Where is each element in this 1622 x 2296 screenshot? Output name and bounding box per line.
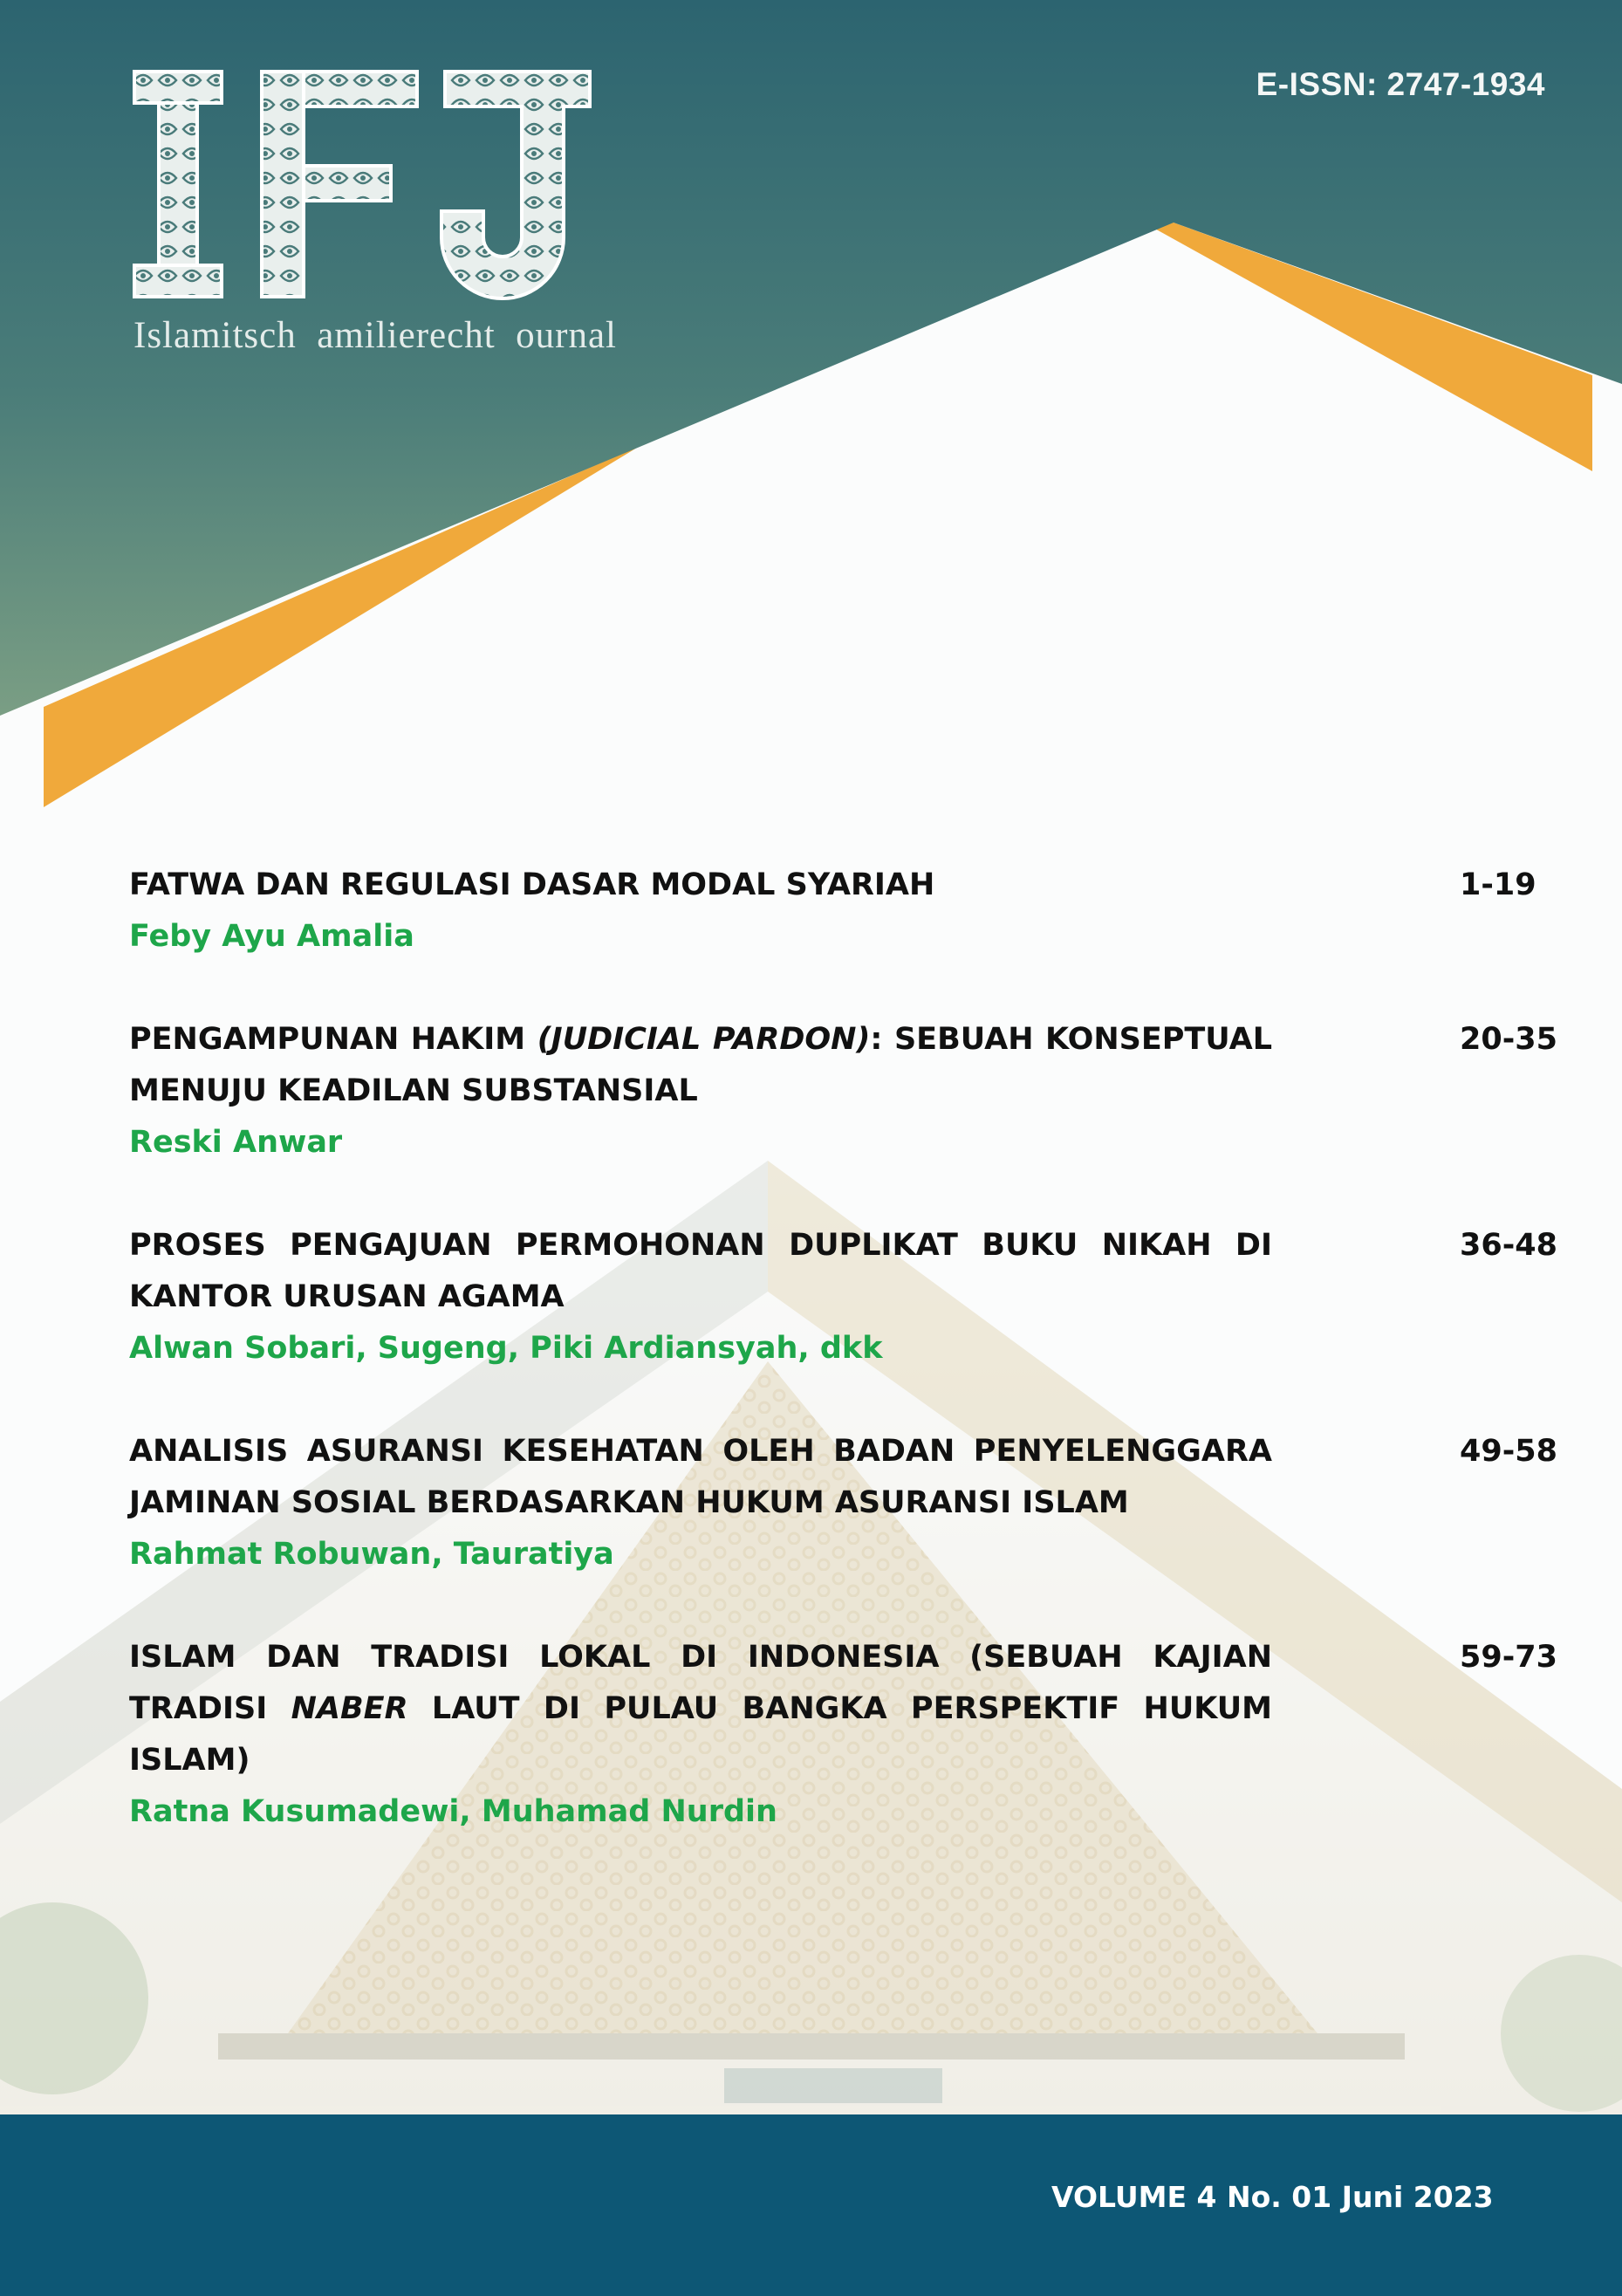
article-title[interactable] [129,860,1272,911]
article-authors: Ratna Kusumadewi, Muhamad Nurdin [129,1794,777,1829]
article-authors: Feby Ayu Amalia [129,919,414,954]
title-text: LAUT DI PULAU BANGKA PERSPEKTIF HUKUM ISLAM) [129,1691,1272,1778]
logo-subtitle: Islamitsch amilierecht ournal [133,315,617,356]
article-pages: 36-48 [1460,1228,1557,1263]
article-authors: Alwan Sobari, Sugeng, Piki Ardiansyah, dkk [129,1331,883,1366]
logo-letters-graphic [131,68,593,304]
table-of-contents [129,860,1560,1889]
title-text: ISLAM DAN TRADISI LOKAL DI INDONESIA (SEBUAH KAJIAN TRADISI [129,1640,1272,1726]
footer [0,2114,1622,2296]
article-title[interactable] [129,1632,1272,1786]
article-pages: 49-58 [1460,1434,1557,1469]
article-title[interactable] [129,1220,1272,1323]
article-authors: Rahmat Robuwan, Tauratiya [129,1537,614,1572]
issn-label: E-ISSN: 2747-1934 [1256,66,1545,102]
article-pages: 1-19 [1460,867,1536,902]
title-text: FATWA DAN REGULASI DASAR MODAL SYARIAH [129,867,935,902]
article-entry [129,1632,1560,1838]
article-title[interactable] [129,1014,1272,1117]
article-pages: 20-35 [1460,1022,1557,1057]
article-entry [129,1014,1560,1169]
title-italic-term: (JUDICIAL PARDON) [537,1022,871,1057]
article-entry [129,1426,1560,1580]
article-pages: 59-73 [1460,1640,1557,1675]
journal-logo [131,68,593,304]
title-text: PROSES PENGAJUAN PERMOHONAN DUPLIKAT BUKU NIKAH DI KANTOR URUSAN AGAMA [129,1228,1272,1314]
title-text: PENGAMPUNAN HAKIM [129,1022,537,1057]
title-text: : SEBUAH KONSEPTUAL MENUJU KEADILAN SUBSTANSIAL [129,1022,1272,1108]
article-authors: Reski Anwar [129,1125,343,1160]
volume-label: VOLUME 4 No. 01 Juni 2023 [1051,2180,1494,2214]
article-title[interactable] [129,1426,1272,1529]
title-text: ANALISIS ASURANSI KESEHATAN OLEH BADAN PENYELENGGARA JAMINAN SOSIAL BERDASARKAN HUKUM ASURANSI ISLAM [129,1434,1272,1520]
title-italic-term: NABER [291,1691,408,1726]
article-entry [129,860,1560,963]
article-entry [129,1220,1560,1374]
